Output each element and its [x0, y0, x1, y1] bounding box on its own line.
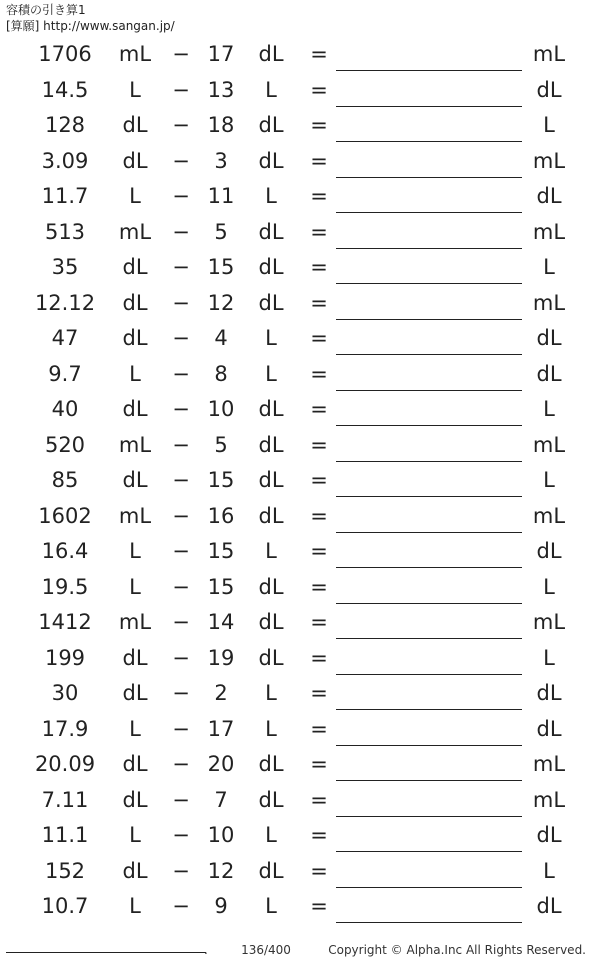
subtrahend-unit: dL [258, 113, 284, 137]
subtrahend: 15 [207, 539, 235, 563]
subtrahend: 13 [207, 77, 235, 102]
minuend: 1602 [38, 503, 92, 528]
equals-sign: = [310, 432, 328, 457]
problem-row [0, 179, 600, 215]
equals-sign: = [310, 77, 328, 102]
subtrahend-unit: dL [258, 255, 284, 279]
answer-unit: mL [532, 290, 566, 315]
minuend: 520 [44, 432, 86, 457]
minuend: 40 [51, 397, 79, 421]
problem-row [0, 286, 600, 322]
problem-row [0, 818, 600, 854]
answer-blank[interactable] [336, 534, 522, 568]
minus-sign: − [172, 610, 190, 634]
problem-row [0, 712, 600, 748]
subtrahend-unit: dL [258, 752, 284, 776]
answer-unit: L [543, 858, 555, 883]
answer-blank[interactable] [336, 747, 522, 781]
subtrahend-unit: dL [258, 574, 284, 599]
minus-sign: − [172, 574, 190, 599]
equals-sign: = [310, 326, 328, 350]
minuend: 7.11 [41, 787, 89, 812]
equals-sign: = [310, 255, 328, 279]
problem-row [0, 321, 600, 357]
answer-blank[interactable] [336, 428, 522, 462]
minuend: 47 [51, 326, 79, 350]
answer-unit: L [543, 255, 555, 279]
answer-unit: dL [536, 361, 562, 386]
minuend: 513 [44, 219, 86, 244]
minuend-unit: mL [118, 503, 152, 528]
answer-unit: dL [536, 894, 562, 918]
equals-sign: = [310, 113, 328, 137]
minuend-unit: dL [122, 645, 148, 670]
equals-sign: = [310, 645, 328, 670]
minuend: 11.7 [41, 184, 89, 208]
equals-sign: = [310, 42, 328, 66]
subtrahend-unit: dL [258, 290, 284, 315]
answer-unit: dL [536, 539, 562, 563]
answer-unit: L [543, 574, 555, 599]
copyright-text: Copyright © Alpha.Inc All Rights Reserved. [328, 943, 586, 957]
minuend-unit: L [129, 716, 141, 741]
problem-row [0, 215, 600, 251]
subtrahend-unit: L [265, 326, 277, 350]
minus-sign: − [172, 77, 190, 102]
minus-sign: − [172, 184, 190, 208]
minuend: 128 [44, 113, 86, 137]
site-url: [算願] http://www.sangan.jp/ [6, 19, 175, 33]
subtrahend: 2 [214, 681, 228, 705]
minuend-unit: dL [122, 255, 148, 279]
minuend: 20.09 [34, 752, 96, 776]
minus-sign: − [172, 752, 190, 776]
equals-sign: = [310, 610, 328, 634]
equals-sign: = [310, 574, 328, 599]
minuend: 35 [51, 255, 79, 279]
minuend: 16.4 [41, 539, 89, 563]
minus-sign: − [172, 787, 190, 812]
equals-sign: = [310, 787, 328, 812]
equals-sign: = [310, 290, 328, 315]
answer-blank[interactable] [336, 108, 522, 142]
problem-row [0, 37, 600, 73]
problem-row [0, 463, 600, 499]
problem-row [0, 570, 600, 606]
subtrahend: 15 [207, 468, 235, 492]
equals-sign: = [310, 219, 328, 244]
minuend: 1412 [38, 610, 92, 634]
problem-row [0, 747, 600, 783]
minuend-unit: dL [122, 290, 148, 315]
minuend-unit: L [129, 361, 141, 386]
minuend: 1706 [38, 42, 92, 66]
subtrahend: 15 [207, 255, 235, 279]
minuend: 152 [44, 858, 86, 883]
minuend-unit: L [129, 823, 141, 847]
equals-sign: = [310, 361, 328, 386]
equals-sign: = [310, 823, 328, 847]
subtrahend: 10 [207, 823, 235, 847]
problem-row [0, 144, 600, 180]
answer-blank[interactable] [336, 392, 522, 426]
answer-blank[interactable] [336, 854, 522, 888]
answer-unit: dL [536, 184, 562, 208]
minus-sign: − [172, 326, 190, 350]
subtrahend-unit: dL [258, 432, 284, 457]
minuend-unit: dL [122, 681, 148, 705]
minuend-unit: dL [122, 468, 148, 492]
minuend-unit: dL [122, 752, 148, 776]
minuend-unit: L [129, 184, 141, 208]
subtrahend-unit: dL [258, 219, 284, 244]
minus-sign: − [172, 539, 190, 563]
answer-blank[interactable] [336, 499, 522, 533]
subtrahend-unit: L [265, 184, 277, 208]
answer-blank[interactable] [336, 889, 522, 923]
answer-blank[interactable] [336, 783, 522, 817]
answer-unit: L [543, 645, 555, 670]
answer-blank[interactable] [336, 357, 522, 391]
subtrahend-unit: dL [258, 610, 284, 634]
minuend-unit: L [129, 574, 141, 599]
problem-row [0, 889, 600, 925]
answer-unit: dL [536, 326, 562, 350]
answer-unit: dL [536, 823, 562, 847]
minus-sign: − [172, 681, 190, 705]
subtrahend: 8 [214, 361, 228, 386]
equals-sign: = [310, 858, 328, 883]
subtrahend-unit: L [265, 361, 277, 386]
subtrahend: 5 [214, 219, 228, 244]
minuend: 10.7 [41, 894, 89, 918]
equals-sign: = [310, 184, 328, 208]
equals-sign: = [310, 148, 328, 173]
subtrahend-unit: dL [258, 645, 284, 670]
minuend: 12.12 [34, 290, 96, 315]
minus-sign: − [172, 468, 190, 492]
answer-blank[interactable] [336, 37, 522, 71]
answer-unit: dL [536, 716, 562, 741]
answer-unit: dL [536, 681, 562, 705]
name-dot: . [204, 943, 208, 957]
minus-sign: − [172, 894, 190, 918]
answer-blank[interactable] [336, 676, 522, 710]
subtrahend: 10 [207, 397, 235, 421]
minuend: 85 [51, 468, 79, 492]
answer-blank[interactable] [336, 712, 522, 746]
subtrahend: 19 [207, 645, 235, 670]
minuend: 17.9 [41, 716, 89, 741]
subtrahend-unit: L [265, 77, 277, 102]
minuend: 199 [44, 645, 86, 670]
subtrahend: 17 [207, 716, 235, 741]
minuend-unit: dL [122, 326, 148, 350]
answer-unit: mL [532, 787, 566, 812]
subtrahend-unit: dL [258, 397, 284, 421]
answer-blank[interactable] [336, 286, 522, 320]
answer-blank[interactable] [336, 570, 522, 604]
minuend: 3.09 [41, 148, 89, 173]
subtrahend: 5 [214, 432, 228, 457]
minus-sign: − [172, 503, 190, 528]
subtrahend-unit: dL [258, 503, 284, 528]
minuend-unit: dL [122, 787, 148, 812]
problem-row [0, 250, 600, 286]
minus-sign: − [172, 42, 190, 66]
problem-row [0, 676, 600, 712]
subtrahend-unit: dL [258, 858, 284, 883]
subtrahend: 3 [214, 148, 228, 173]
worksheet-title: 容積の引き算1 [6, 3, 86, 17]
problem-row [0, 605, 600, 641]
subtrahend: 12 [207, 858, 235, 883]
equals-sign: = [310, 681, 328, 705]
answer-blank[interactable] [336, 321, 522, 355]
problem-row [0, 428, 600, 464]
minuend: 9.7 [48, 361, 82, 386]
minuend-unit: mL [118, 219, 152, 244]
name-line [6, 952, 206, 953]
minuend-unit: mL [118, 432, 152, 457]
subtrahend: 12 [207, 290, 235, 315]
subtrahend: 7 [214, 787, 228, 812]
answer-unit: mL [532, 42, 566, 66]
subtrahend: 20 [207, 752, 235, 776]
answer-unit: L [543, 113, 555, 137]
subtrahend-unit: L [265, 539, 277, 563]
subtrahend-unit: dL [258, 468, 284, 492]
minuend: 11.1 [41, 823, 89, 847]
answer-blank[interactable] [336, 250, 522, 284]
answer-blank[interactable] [336, 179, 522, 213]
answer-blank[interactable] [336, 73, 522, 107]
subtrahend: 16 [207, 503, 235, 528]
subtrahend-unit: L [265, 716, 277, 741]
minus-sign: − [172, 397, 190, 421]
subtrahend-unit: L [265, 681, 277, 705]
subtrahend-unit: dL [258, 787, 284, 812]
subtrahend: 4 [214, 326, 228, 350]
answer-unit: mL [532, 610, 566, 634]
answer-unit: mL [532, 219, 566, 244]
subtrahend-unit: L [265, 823, 277, 847]
subtrahend: 11 [207, 184, 235, 208]
equals-sign: = [310, 503, 328, 528]
minuend-unit: dL [122, 858, 148, 883]
subtrahend: 9 [214, 894, 228, 918]
problem-row [0, 392, 600, 428]
answer-blank[interactable] [336, 818, 522, 852]
equals-sign: = [310, 468, 328, 492]
minus-sign: − [172, 858, 190, 883]
minuend-unit: mL [118, 610, 152, 634]
answer-unit: dL [536, 77, 562, 102]
minuend-unit: L [129, 539, 141, 563]
minus-sign: − [172, 432, 190, 457]
answer-unit: L [543, 468, 555, 492]
minus-sign: − [172, 645, 190, 670]
worksheet-header [6, 2, 175, 34]
answer-blank[interactable] [336, 215, 522, 249]
equals-sign: = [310, 752, 328, 776]
minus-sign: − [172, 290, 190, 315]
problem-row [0, 854, 600, 890]
answer-unit: mL [532, 432, 566, 457]
minus-sign: − [172, 823, 190, 847]
answer-unit: mL [532, 503, 566, 528]
problem-row [0, 357, 600, 393]
answer-unit: L [543, 397, 555, 421]
problem-row [0, 108, 600, 144]
answer-blank[interactable] [336, 641, 522, 675]
subtrahend: 15 [207, 574, 235, 599]
minus-sign: − [172, 255, 190, 279]
minuend: 30 [51, 681, 79, 705]
minus-sign: − [172, 113, 190, 137]
problem-row [0, 641, 600, 677]
worksheet-footer [0, 940, 600, 960]
problem-row [0, 783, 600, 819]
minuend-unit: dL [122, 397, 148, 421]
minus-sign: − [172, 219, 190, 244]
minus-sign: − [172, 361, 190, 386]
subtrahend: 18 [207, 113, 235, 137]
answer-blank[interactable] [336, 144, 522, 178]
answer-unit: mL [532, 148, 566, 173]
problem-row [0, 73, 600, 109]
subtrahend-unit: L [265, 894, 277, 918]
minuend-unit: mL [118, 42, 152, 66]
page-number: 136/400 [241, 943, 291, 957]
minus-sign: − [172, 148, 190, 173]
equals-sign: = [310, 397, 328, 421]
subtrahend: 14 [207, 610, 235, 634]
problem-row [0, 499, 600, 535]
equals-sign: = [310, 716, 328, 741]
subtrahend: 17 [207, 42, 235, 66]
minuend: 14.5 [41, 77, 89, 102]
minuend: 19.5 [41, 574, 89, 599]
minuend-unit: dL [122, 113, 148, 137]
subtrahend-unit: dL [258, 148, 284, 173]
answer-unit: mL [532, 752, 566, 776]
equals-sign: = [310, 539, 328, 563]
equals-sign: = [310, 894, 328, 918]
minuend-unit: dL [122, 148, 148, 173]
minuend-unit: L [129, 894, 141, 918]
minus-sign: − [172, 716, 190, 741]
subtrahend-unit: dL [258, 42, 284, 66]
answer-blank[interactable] [336, 605, 522, 639]
problem-row [0, 534, 600, 570]
answer-blank[interactable] [336, 463, 522, 497]
minuend-unit: L [129, 77, 141, 102]
